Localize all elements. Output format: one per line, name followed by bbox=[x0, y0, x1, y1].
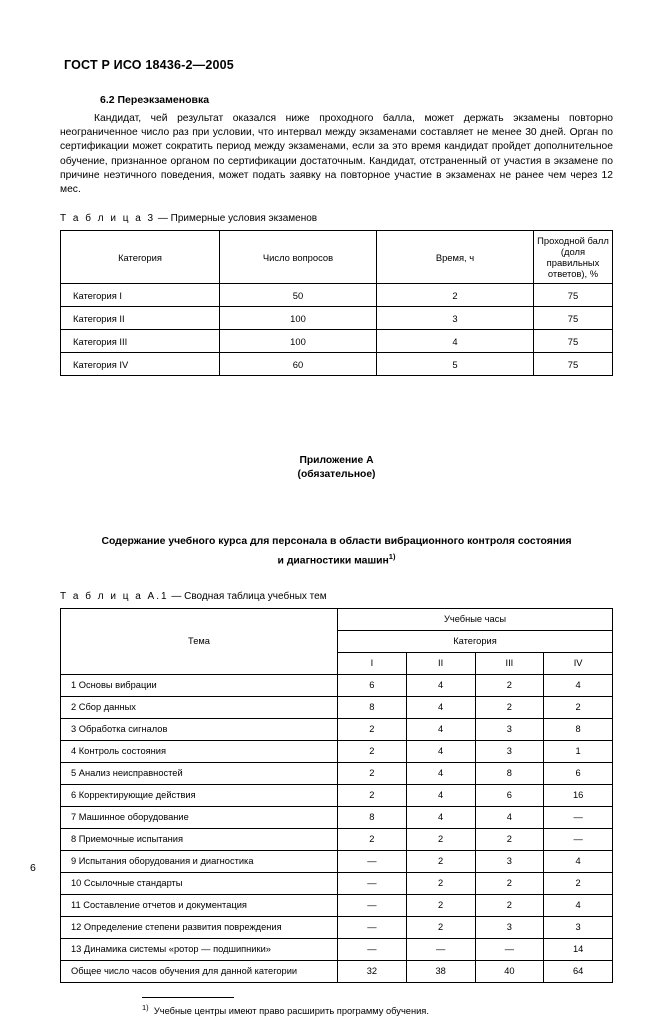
tableA1-cell: — bbox=[406, 938, 475, 960]
tableA1-cell: 2 bbox=[475, 894, 544, 916]
tableA1-theme: 3 Обработка сигналов bbox=[61, 718, 338, 740]
tableA1-cell: 4 bbox=[406, 762, 475, 784]
table3-cell: 75 bbox=[534, 353, 613, 376]
tableA1-theme: 5 Анализ неисправностей bbox=[61, 762, 338, 784]
table3-caption bbox=[60, 213, 613, 224]
tableA1-cell: 4 bbox=[475, 806, 544, 828]
table3-cell: Категория I bbox=[61, 284, 220, 307]
tableA1-cell: 6 bbox=[475, 784, 544, 806]
table3-cell: 75 bbox=[534, 284, 613, 307]
table-course-hours bbox=[60, 608, 613, 983]
appendix-course-title bbox=[60, 534, 613, 568]
tableA1-header-cat-1: I bbox=[338, 652, 407, 674]
table3-header-questions: Число вопросов bbox=[220, 231, 377, 284]
table-exam-conditions bbox=[60, 230, 613, 376]
footnote-marker-text: 1) bbox=[142, 1002, 149, 1012]
tableA1-cell: 2 bbox=[338, 718, 407, 740]
table3-cell: 2 bbox=[377, 284, 534, 307]
tableA1-cell: 2 bbox=[544, 696, 613, 718]
table3-cell: 4 bbox=[377, 330, 534, 353]
table3-cell: 3 bbox=[377, 307, 534, 330]
tableA1-cell: 4 bbox=[544, 674, 613, 696]
table-row bbox=[61, 353, 613, 376]
tableA1-cell: 2 bbox=[544, 872, 613, 894]
footnote-text: Учебные центры имеют право расширить программу обучения. bbox=[153, 1005, 429, 1016]
tableA1-theme: 7 Машинное оборудование bbox=[61, 806, 338, 828]
table-row bbox=[61, 806, 613, 828]
tableA1-caption-label: Т а б л и ц а А.1 bbox=[60, 590, 169, 602]
table-row bbox=[61, 872, 613, 894]
tableA1-theme: 1 Основы вибрации bbox=[61, 674, 338, 696]
table-total-row bbox=[61, 960, 613, 982]
tableA1-cell: 2 bbox=[406, 828, 475, 850]
tableA1-theme: 8 Приемочные испытания bbox=[61, 828, 338, 850]
table3-caption-label: Т а б л и ц а 3 bbox=[60, 213, 156, 225]
table3-cell: 75 bbox=[534, 307, 613, 330]
tableA1-cell: 2 bbox=[475, 674, 544, 696]
table-row bbox=[61, 718, 613, 740]
tableA1-total-cell: 32 bbox=[338, 960, 407, 982]
tableA1-caption-text: — Сводная таблица учебных тем bbox=[168, 590, 327, 602]
table3-cell: 60 bbox=[220, 353, 377, 376]
tableA1-cell: 3 bbox=[475, 850, 544, 872]
tableA1-header-cat-4: IV bbox=[544, 652, 613, 674]
tableA1-cell: — bbox=[475, 938, 544, 960]
tableA1-cell: 8 bbox=[338, 696, 407, 718]
tableA1-total-cell: 38 bbox=[406, 960, 475, 982]
table3-cell: 50 bbox=[220, 284, 377, 307]
tableA1-cell: 2 bbox=[406, 916, 475, 938]
tableA1-cell: 1 bbox=[544, 740, 613, 762]
table3-cell: 100 bbox=[220, 307, 377, 330]
tableA1-cell: 3 bbox=[475, 740, 544, 762]
course-title-line2: и диагностики машин bbox=[277, 555, 389, 567]
tableA1-header-theme: Тема bbox=[61, 608, 338, 674]
course-title-line1: Содержание учебного курса для персонала в области вибрационного контроля состояния bbox=[101, 536, 572, 548]
tableA1-cell: 16 bbox=[544, 784, 613, 806]
tableA1-cell: 2 bbox=[406, 872, 475, 894]
table3-cell: 75 bbox=[534, 330, 613, 353]
tableA1-theme: 4 Контроль состояния bbox=[61, 740, 338, 762]
tableA1-theme: 6 Корректирующие действия bbox=[61, 784, 338, 806]
tableA1-cell: 3 bbox=[475, 916, 544, 938]
appendix-heading bbox=[60, 454, 613, 482]
table3-cell: 5 bbox=[377, 353, 534, 376]
tableA1-theme: 13 Динамика системы «ротор — подшипники» bbox=[61, 938, 338, 960]
table3-cell: Категория IV bbox=[61, 353, 220, 376]
table-row bbox=[61, 894, 613, 916]
tableA1-cell: — bbox=[544, 806, 613, 828]
tableA1-cell: 2 bbox=[338, 762, 407, 784]
tableA1-cell: — bbox=[338, 850, 407, 872]
tableA1-cell: 2 bbox=[475, 872, 544, 894]
tableA1-total-cell: 64 bbox=[544, 960, 613, 982]
table3-header-score: Проходной балл (доля правильных ответов), % bbox=[534, 231, 613, 284]
tableA1-theme: 9 Испытания оборудования и диагностика bbox=[61, 850, 338, 872]
document-header: ГОСТ Р ИСО 18436-2—2005 bbox=[64, 58, 234, 72]
table3-header-category: Категория bbox=[61, 231, 220, 284]
table3-cell: 100 bbox=[220, 330, 377, 353]
table3-caption-text: — Примерные условия экзаменов bbox=[155, 213, 318, 225]
table3-cell: Категория III bbox=[61, 330, 220, 353]
tableA1-cell: 3 bbox=[544, 916, 613, 938]
tableA1-header-cat-3: III bbox=[475, 652, 544, 674]
tableA1-theme: 2 Сбор данных bbox=[61, 696, 338, 718]
section-heading: 6.2 Переэкзаменовка bbox=[100, 94, 210, 106]
tableA1-cell: 4 bbox=[406, 806, 475, 828]
table-header-row bbox=[61, 608, 613, 630]
table-row bbox=[61, 850, 613, 872]
appendix-label: Приложение А bbox=[299, 455, 374, 467]
table-row bbox=[61, 284, 613, 307]
tableA1-cell: 4 bbox=[406, 674, 475, 696]
tableA1-cell: 2 bbox=[475, 828, 544, 850]
footnote-marker: 1) bbox=[388, 552, 396, 562]
table-row bbox=[61, 330, 613, 353]
tableA1-theme: 12 Определение степени развития повреждения bbox=[61, 916, 338, 938]
table-header-row bbox=[61, 231, 613, 284]
tableA1-caption bbox=[60, 591, 613, 602]
table-row bbox=[61, 938, 613, 960]
tableA1-cell: 6 bbox=[544, 762, 613, 784]
tableA1-cell: 8 bbox=[475, 762, 544, 784]
tableA1-cell: 2 bbox=[475, 696, 544, 718]
footnote-divider bbox=[142, 997, 234, 998]
tableA1-cell: 2 bbox=[406, 850, 475, 872]
tableA1-cell: 6 bbox=[338, 674, 407, 696]
tableA1-total-cell: 40 bbox=[475, 960, 544, 982]
tableA1-header-category: Категория bbox=[338, 630, 613, 652]
tableA1-header-hours: Учебные часы bbox=[338, 608, 613, 630]
table3-header-time: Время, ч bbox=[377, 231, 534, 284]
table-row bbox=[61, 696, 613, 718]
tableA1-header-cat-2: II bbox=[406, 652, 475, 674]
tableA1-cell: 2 bbox=[338, 740, 407, 762]
tableA1-cell: 2 bbox=[338, 828, 407, 850]
tableA1-cell: 2 bbox=[406, 894, 475, 916]
table-row bbox=[61, 307, 613, 330]
tableA1-cell: 2 bbox=[338, 784, 407, 806]
tableA1-cell: 14 bbox=[544, 938, 613, 960]
tableA1-theme: 10 Ссылочные стандарты bbox=[61, 872, 338, 894]
tableA1-cell: — bbox=[338, 938, 407, 960]
tableA1-cell: 4 bbox=[406, 718, 475, 740]
page-number: 6 bbox=[30, 862, 36, 874]
table-row bbox=[61, 784, 613, 806]
table-row bbox=[61, 762, 613, 784]
tableA1-cell: 8 bbox=[544, 718, 613, 740]
tableA1-theme: 11 Составление отчетов и документация bbox=[61, 894, 338, 916]
footnote bbox=[142, 1003, 613, 1016]
tableA1-total-label: Общее число часов обучения для данной категории bbox=[61, 960, 338, 982]
tableA1-cell: 8 bbox=[338, 806, 407, 828]
table-row bbox=[61, 674, 613, 696]
table-row bbox=[61, 740, 613, 762]
tableA1-cell: — bbox=[338, 894, 407, 916]
tableA1-cell: 4 bbox=[406, 740, 475, 762]
table-row bbox=[61, 828, 613, 850]
tableA1-cell: 4 bbox=[406, 784, 475, 806]
section-paragraph: Кандидат, чей результат оказался ниже проходного балла, может держать экзамены повторно неограниченное число раз при условии, что интервал между экзаменами составляет не менее 30 дней. Орган по сертификации может сократить период между экзаменами, если за это время кандидат пройдет дополнительное обучение, признанное органом по сертификации достаточным. Кандидат, отстраненный от участия в экзамене по причине неэтичного поведения, может подать заявку на повторное участие в экзаменах не ранее чем через 12 мес. bbox=[60, 113, 613, 196]
tableA1-cell: 4 bbox=[544, 894, 613, 916]
tableA1-cell: 4 bbox=[544, 850, 613, 872]
tableA1-cell: 3 bbox=[475, 718, 544, 740]
tableA1-cell: 4 bbox=[406, 696, 475, 718]
table-row bbox=[61, 916, 613, 938]
table3-cell: Категория II bbox=[61, 307, 220, 330]
appendix-obligatory: (обязательное) bbox=[297, 469, 376, 481]
tableA1-cell: — bbox=[338, 872, 407, 894]
tableA1-cell: — bbox=[544, 828, 613, 850]
tableA1-cell: — bbox=[338, 916, 407, 938]
